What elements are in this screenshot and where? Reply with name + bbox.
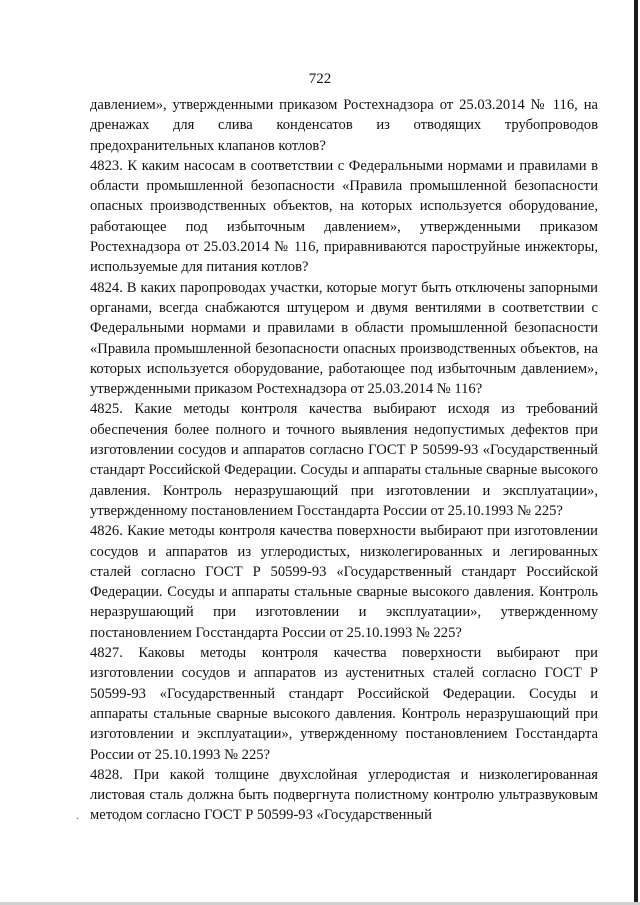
question-4828: 4828. При какой толщине двухслойная углеродистая и низколегированная листовая сталь должна быть подвергнута полистному контролю ультразвуковым методом согласно ГОСТ Р 50599-93 «Государственный — [90, 766, 598, 824]
question-4824: 4824. В каких паропроводах участки, которые могут быть отключены запорными органами, всегда снабжаются штуцером и двумя вентилями в соответствии с Федеральными нормами и правилами в области промышленной безопасности «Правила промышленной безопасности опасных производственных объектов, на которых используется оборудование, работающее под избыточным давлением», утвержденными приказом Ростехнадзора от 25.03.2014 № 116? — [90, 279, 598, 398]
margin-mark: . — [76, 808, 79, 822]
paragraph-continuation: давлением», утвержденными приказом Ростехнадзора от 25.03.2014 № 116, на дренажах для слива конденсатов из отводящих трубопроводов предохранительных клапанов котлов? — [90, 97, 598, 154]
question-4825: 4825. Какие методы контроля качества выбирают исходя из требований обеспечения более полного и точного выявления недопустимых дефектов при изготовлении сосудов и аппаратов согласно ГОСТ Р 50599-93 «Государственный стандарт Российской Федерации. Сосуды и аппараты стальные сварные высокого давления. Контроль неразрушающий при изготовлении и эксплуатации», утвержденному постановлением Госстандарта России от 25.10.1993 № 225? — [90, 401, 598, 519]
question-4826: 4826. Какие методы контроля качества поверхности выбирают при изготовлении сосудов и аппаратов из углеродистых, низколегированных и легированных сталей согласно ГОСТ Р 50599-93 «Государственный стандарт Российской Федерации. Сосуды и аппараты стальные сварные высокого давления. Контроль неразрушающий при изготовлении и эксплуатации», утвержденному постановлением Госстандарта России от 25.10.1993 № 225? — [90, 523, 598, 641]
document-body — [90, 95, 598, 826]
question-4823: 4823. К каким насосам в соответствии с Федеральными нормами и правилами в области промышленной безопасности «Правила промышленной безопасности опасных производственных объектов, на которых используется оборудование, работающее под избыточным давлением», утвержденными приказом Ростехнадзора от 25.03.2014 № 116, приравниваются пароструйные инжекторы, используемые для питания котлов? — [90, 157, 598, 276]
page-edge-right — [634, 0, 638, 905]
page-number: 722 — [308, 71, 332, 87]
question-4827: 4827. Каковы методы контроля качества поверхности выбирают при изготовлении сосудов и аппаратов из аустенитных сталей согласно ГОСТ Р 50599-93 «Государственный стандарт Российской Федерации. Сосуды и аппараты стальные сварные высокого давления. Контроль неразрушающий при изготовлении и эксплуатации», утвержденному постановлением Госстандарта России от 25.10.1993 № 225? — [90, 645, 598, 763]
